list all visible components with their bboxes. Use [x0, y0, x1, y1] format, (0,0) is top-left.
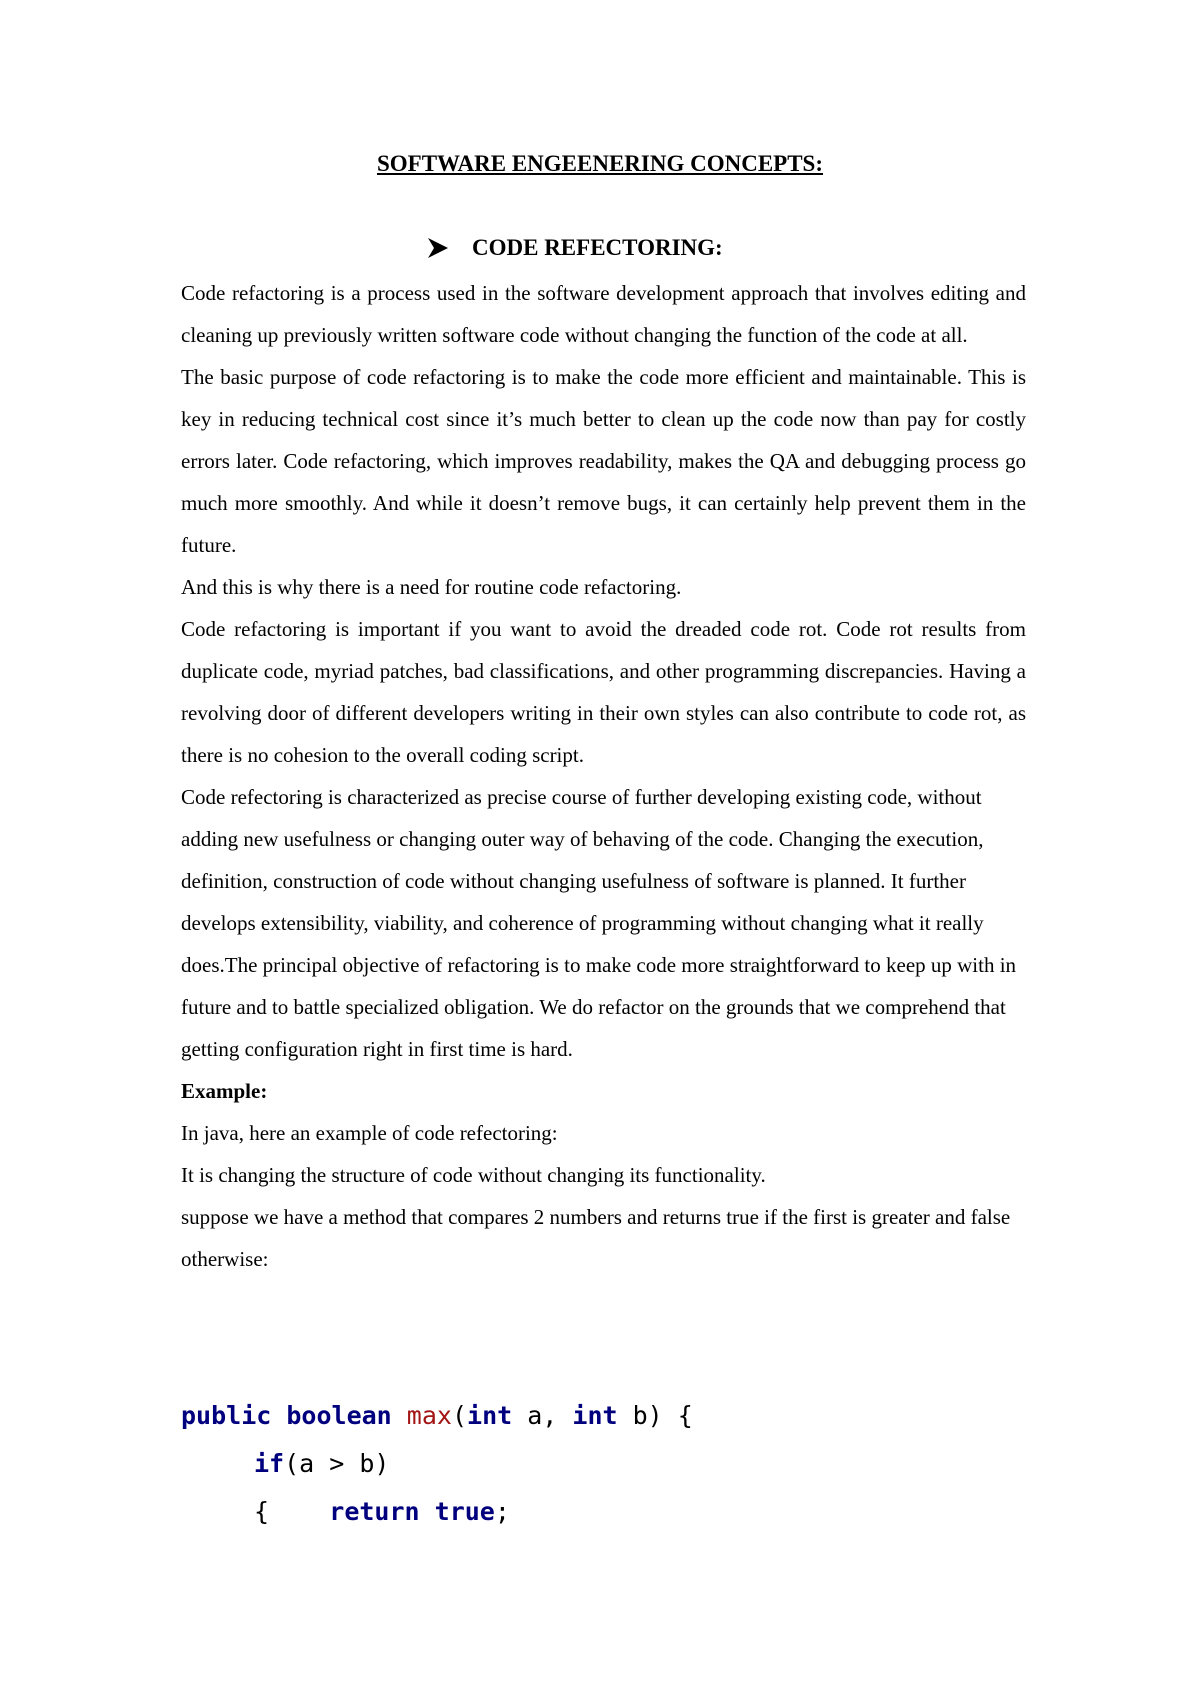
code-semicolon: ;: [494, 1497, 510, 1526]
code-line-return: [181, 1488, 693, 1536]
paragraph-purpose: The basic purpose of code refactoring is to make the code more efficient and maintainable. This is key in reducing technical cost since it’s much better to clean up the code now than pay for costly errors later. Code refactoring, which improves readability, makes the QA and debugging process go much more smoothly. And while it doesn’t remove bugs, it can certainly help prevent them in the future.: [181, 365, 1026, 557]
document-body: [181, 272, 1026, 1280]
code-keyword-true: true: [434, 1497, 495, 1526]
example-label: Example:: [181, 1079, 268, 1103]
example-line-java: In java, here an example of code refectoring:: [181, 1121, 558, 1145]
example-line-suppose: suppose we have a method that compares 2 numbers and returns true if the first is greater and false otherwise:: [181, 1205, 1011, 1271]
paragraph-need: And this is why there is a need for routine code refactoring.: [181, 575, 682, 599]
section-heading-text: CODE REFECTORING:: [472, 235, 723, 260]
code-param-b: b) {: [617, 1401, 693, 1430]
code-keyword-if: if: [254, 1449, 285, 1478]
paragraph-characterized: Code refectoring is characterized as precise course of further developing existing code, without adding new usefulness or changing outer way of behaving of the code. Changing the execution, definition, construction of code without changing usefulness of software is planned. It further develops extensibility, viability, and coherence of programming without changing what it really does.The principal objective of refactoring is to make code more straightforward to keep up with in future and to battle specialized obligation. We do refactor on the grounds that we comprehend that getting configuration right in first time is hard.: [181, 785, 1017, 1061]
code-snippet: [181, 1392, 693, 1536]
arrow-bullet-icon: [426, 237, 450, 259]
code-keyword-int-a: int: [467, 1401, 513, 1430]
code-keyword-boolean: boolean: [286, 1401, 392, 1430]
code-line-if: [181, 1440, 693, 1488]
example-line-structure: It is changing the structure of code without changing its functionality.: [181, 1163, 766, 1187]
code-brace-open: {: [254, 1497, 270, 1526]
code-param-a: a,: [512, 1401, 573, 1430]
document-title: SOFTWARE ENGEENERING CONCEPTS:: [376, 151, 824, 176]
code-paren-open: (: [451, 1401, 468, 1430]
code-keyword-public: public: [181, 1401, 272, 1430]
code-keyword-int-b: int: [572, 1401, 618, 1430]
code-condition: (a > b): [284, 1449, 390, 1478]
code-line-signature: [181, 1392, 693, 1440]
code-keyword-return: return: [329, 1497, 420, 1526]
section-heading: [426, 228, 723, 268]
paragraph-code-rot: Code refactoring is important if you want to avoid the dreaded code rot. Code rot results from duplicate code, myriad patches, bad classifications, and other programming discrepancies. Having a revolving door of different developers writing in their own styles can also contribute to code rot, as there is no cohesion to the overall coding script.: [181, 617, 1026, 767]
paragraph-definition: Code refactoring is a process used in the software development approach that involves editing and cleaning up previously written software code without changing the function of the code at all.: [181, 281, 1026, 347]
code-function-name: max: [406, 1401, 452, 1430]
